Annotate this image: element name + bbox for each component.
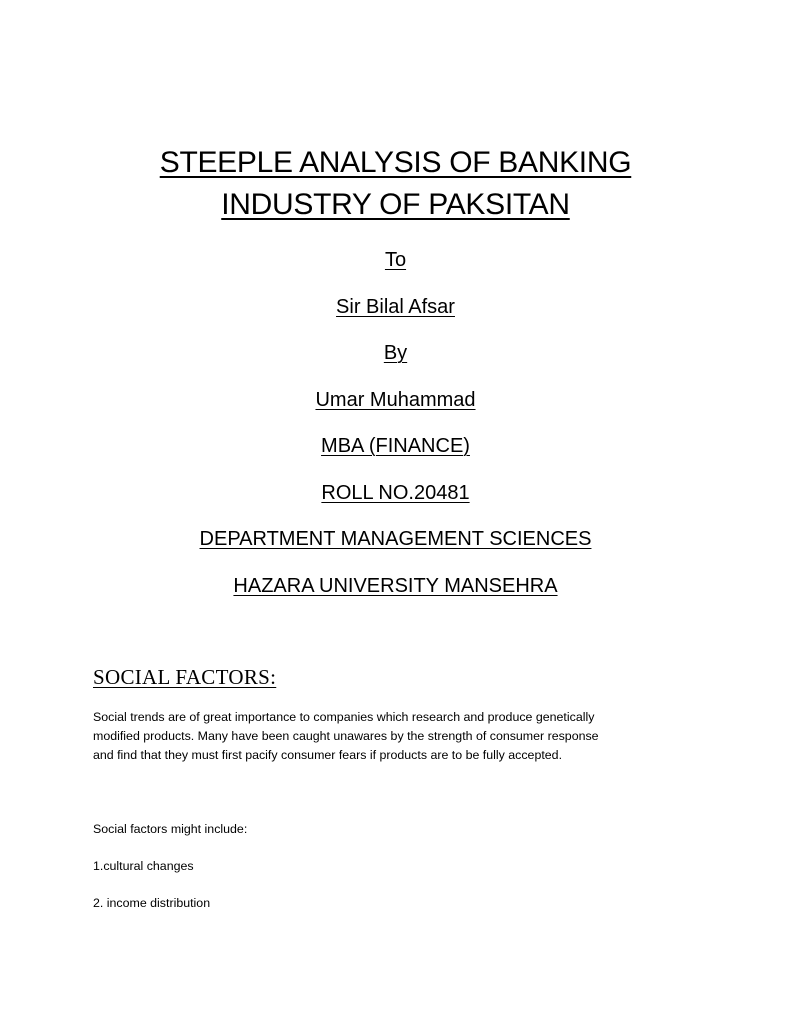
title-line-1: STEEPLE ANALYSIS OF BANKING (159, 146, 632, 179)
list-intro: Social factors might include: (93, 822, 248, 836)
roll-number: ROLL NO.20481 (321, 482, 470, 504)
to-label: To (384, 249, 407, 271)
document-title (0, 142, 791, 226)
author-name: Umar Muhammad (315, 389, 476, 411)
paragraph-line: Social trends are of great importance to companies which research and produce genetically (93, 710, 595, 724)
department-name: DEPARTMENT MANAGEMENT SCIENCES (199, 528, 592, 550)
title-line-2: INDUSTRY OF PAKSITAN (221, 188, 570, 221)
list-item: 2. income distribution (93, 896, 211, 910)
paragraph-line: and find that they must first pacify consumer fears if products are to be fully accepted. (93, 748, 563, 762)
recipient-name: Sir Bilal Afsar (336, 296, 455, 318)
list-item: 1.cultural changes (93, 859, 194, 873)
section-heading: SOCIAL FACTORS: (93, 665, 277, 689)
program-name: MBA (FINANCE) (321, 435, 470, 457)
by-label: By (383, 342, 408, 364)
university-name: HAZARA UNIVERSITY MANSEHRA (233, 575, 558, 597)
paragraph-line: modified products. Many have been caught unawares by the strength of consumer response (93, 729, 599, 743)
